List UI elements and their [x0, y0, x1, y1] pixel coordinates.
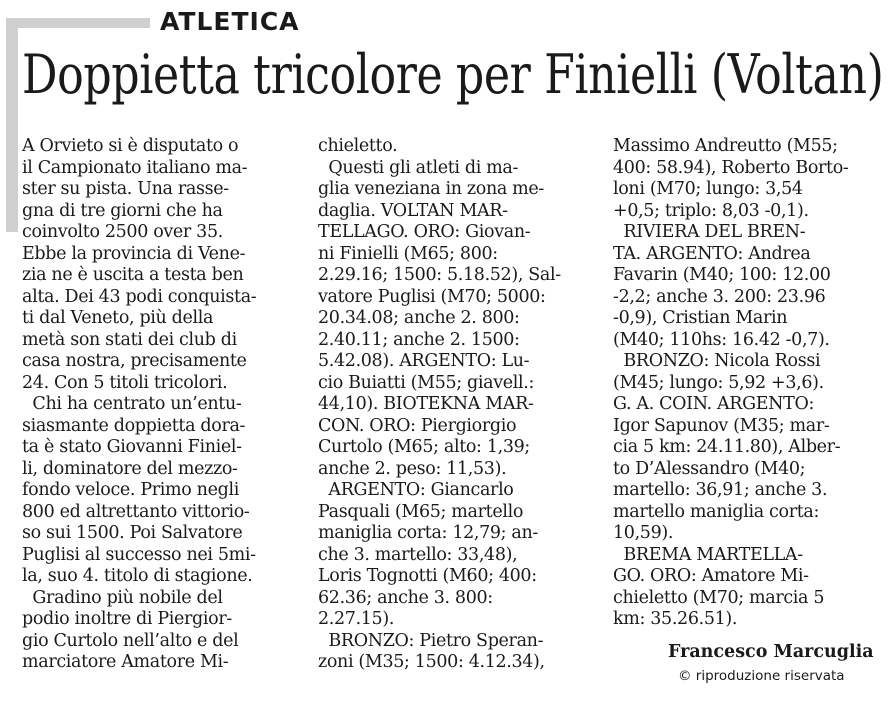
text-line: TELLAGO. ORO: Giovan-: [318, 222, 531, 242]
text-line: casa nostra, precisamente: [22, 351, 247, 371]
text-line: 62.36; anche 3. 800:: [318, 587, 493, 608]
article-column-1: [22, 136, 256, 674]
text-line: Igor Sapunov (M35; mar-: [613, 415, 830, 436]
text-line: vatore Puglisi (M70; 5000:: [318, 286, 546, 307]
text-line: podio inoltre di Piergior-: [22, 609, 232, 629]
text-line: Questi gli atleti di ma-: [318, 157, 519, 178]
corner-bracket-horizontal: [6, 18, 150, 28]
text-line: -2,2; anche 3. 200: 23.96: [613, 286, 826, 307]
text-line: Massimo Andreutto (M55;: [613, 136, 838, 156]
text-line: +0,5; triplo: 8,03 -0,1).: [613, 200, 809, 221]
text-line: ster su pista. Una rasse-: [22, 179, 229, 199]
text-line: 400: 58.94), Roberto Borto-: [613, 157, 849, 178]
text-line: loni (M70; lungo: 3,54: [613, 179, 803, 199]
text-line: chieletto.: [318, 136, 398, 156]
text-line: alta. Dei 43 podi conquista-: [22, 286, 257, 307]
text-line: glia veneziana in zona me-: [318, 179, 544, 199]
corner-bracket-vertical: [6, 18, 18, 232]
text-line: Puglisi al successo nei 5mi-: [22, 544, 256, 565]
text-line: fondo veloce. Primo negli: [22, 480, 239, 500]
article-column-2: [318, 136, 561, 674]
text-line: chieletto (M70; marcia 5: [613, 587, 825, 608]
text-line: Ebbe la provincia di Vene-: [22, 243, 246, 264]
text-line: 2.29.16; 1500: 5.18.52), Sal-: [318, 265, 561, 285]
text-line: gio Curtolo nell’alto e del: [22, 630, 239, 651]
text-line: 20.34.08; anche 2. 800:: [318, 308, 520, 328]
text-line: so sui 1500. Poi Salvatore: [22, 523, 243, 543]
text-line: GO. ORO: Amatore Mi-: [613, 566, 809, 586]
text-line: A Orvieto si è disputato o: [22, 136, 239, 156]
text-line: 2.27.15).: [318, 609, 395, 629]
text-line: che 3. martello: 33,48),: [318, 544, 518, 565]
text-line: maniglia corta: 12,79; an-: [318, 523, 538, 543]
text-line: il Campionato italiano ma-: [22, 157, 248, 178]
text-line: ni Finielli (M65; 800:: [318, 243, 498, 264]
text-line: gna di tre giorni che ha: [22, 200, 223, 221]
text-line: 44,10). BIOTEKNA MAR-: [318, 394, 534, 414]
copyright-notice: © riproduzione riservata: [678, 668, 845, 684]
text-line: zoni (M35; 1500: 4.12.34),: [318, 652, 545, 672]
text-line: Pasquali (M65; martello: [318, 501, 524, 522]
text-line: TA. ARGENTO: Andrea: [613, 243, 811, 264]
text-line: ta è stato Giovanni Finiel-: [22, 437, 242, 457]
text-line: BRONZO: Nicola Rossi: [613, 351, 821, 371]
text-line: Gradino più nobile del: [22, 587, 223, 608]
article-column-3: [613, 136, 848, 631]
text-line: G. A. COIN. ARGENTO:: [613, 394, 815, 414]
text-line: metà son stati dei club di: [22, 329, 237, 350]
text-line: ti dal Veneto, più della: [22, 308, 214, 328]
text-line: 24. Con 5 titoli tricolori.: [22, 372, 228, 393]
text-line: siasmante doppietta dora-: [22, 415, 246, 436]
text-line: 2.40.11; anche 2. 1500:: [318, 329, 520, 350]
section-kicker: ATLETICA: [160, 7, 300, 36]
text-line: la, suo 4. titolo di stagione.: [22, 566, 253, 586]
text-line: 800 ed altrettanto vittorio-: [22, 501, 250, 522]
article-headline: Doppietta tricolore per Finielli (Voltan): [22, 43, 884, 106]
text-line: Chi ha centrato un’entu-: [22, 394, 242, 414]
text-line: zia ne è uscita a testa ben: [22, 265, 244, 285]
text-line: cia 5 km: 24.11.80), Alber-: [613, 437, 841, 457]
text-line: RIVIERA DEL BREN-: [613, 222, 806, 242]
text-line: 5.42.08). ARGENTO: Lu-: [318, 351, 530, 371]
author-byline: Francesco Marcuglia: [668, 642, 874, 662]
text-line: marciatore Amatore Mi-: [22, 652, 229, 672]
text-line: (M40; 110hs: 16.42 -0,7).: [613, 329, 830, 350]
text-line: daglia. VOLTAN MAR-: [318, 200, 508, 221]
text-line: km: 35.26.51).: [613, 609, 738, 629]
text-line: Loris Tognotti (M60; 400:: [318, 566, 537, 586]
text-line: BRONZO: Pietro Speran-: [318, 630, 544, 651]
text-line: BREMA MARTELLA-: [613, 544, 803, 565]
text-line: martello maniglia corta:: [613, 501, 820, 522]
text-line: Favarin (M40; 100: 12.00: [613, 265, 831, 285]
text-line: anche 2. peso: 11,53).: [318, 458, 507, 479]
text-line: -0,9), Cristian Marin: [613, 308, 788, 328]
text-line: cio Buiatti (M55; giavell.:: [318, 372, 535, 393]
text-line: 10,59).: [613, 523, 674, 543]
text-line: (M45; lungo: 5,92 +3,6).: [613, 372, 824, 393]
text-line: martello: 36,91; anche 3.: [613, 480, 828, 500]
text-line: coinvolto 2500 over 35.: [22, 222, 223, 242]
text-line: to D’Alessandro (M40;: [613, 458, 806, 479]
text-line: CON. ORO: Piergiorgio: [318, 415, 517, 436]
text-line: Curtolo (M65; alto: 1,39;: [318, 437, 530, 457]
text-line: li, dominatore del mezzo-: [22, 458, 238, 479]
text-line: ARGENTO: Giancarlo: [318, 480, 514, 500]
